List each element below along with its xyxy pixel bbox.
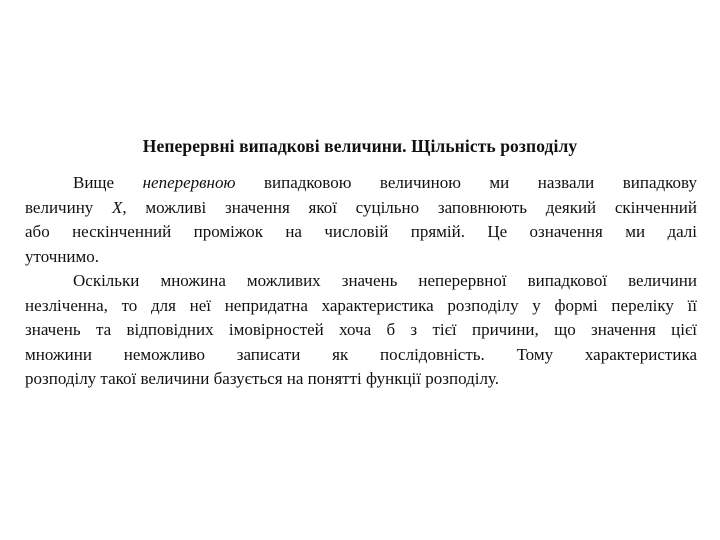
text-segment: уточнимо. bbox=[25, 246, 100, 266]
paragraph-1-line-3 bbox=[25, 220, 697, 245]
paragraph-2-line-1 bbox=[25, 269, 697, 294]
text-segment: випадковою величиною ми назвали випадкову bbox=[235, 173, 697, 192]
text-segment: значень та відповідних імовірностей хоча б з тієї причини, що значення цієї bbox=[25, 320, 697, 339]
paragraph-2-line-5 bbox=[25, 367, 697, 392]
section-title: Неперервні випадкові величини. Щільність розподілу bbox=[142, 136, 578, 156]
body-text bbox=[25, 171, 697, 392]
text-segment: , можливі значення якої суцільно заповнюють деякий скінченний bbox=[122, 197, 697, 217]
text-segment: або нескінченний проміжок на числовій прямій. Це означення ми далі bbox=[25, 222, 697, 241]
text-segment: незліченна, то для неї непридатна характеристика розподілу у формі переліку її bbox=[25, 295, 697, 315]
italic-variable: X bbox=[112, 197, 123, 217]
italic-term: неперервною bbox=[142, 173, 236, 192]
paragraph-2-line-4 bbox=[25, 343, 697, 368]
paragraph-1-line-1 bbox=[25, 171, 697, 196]
text-segment: розподілу такої величини базується на понятті функції розподілу. bbox=[25, 369, 499, 388]
text-segment: Вище bbox=[73, 173, 143, 192]
paragraph-2-line-2 bbox=[25, 294, 697, 319]
paragraph-2-line-3 bbox=[25, 318, 697, 343]
paragraph-1 bbox=[25, 171, 697, 269]
text-segment: Оскільки множина можливих значень неперервної випадкової величини bbox=[73, 271, 697, 290]
paragraph-2 bbox=[25, 269, 697, 392]
text-segment: величину bbox=[25, 197, 113, 217]
paragraph-1-line-4 bbox=[25, 245, 697, 270]
paragraph-1-line-2 bbox=[25, 196, 697, 221]
text-segment: множини неможливо записати як послідовність. Тому характеристика bbox=[25, 344, 697, 364]
